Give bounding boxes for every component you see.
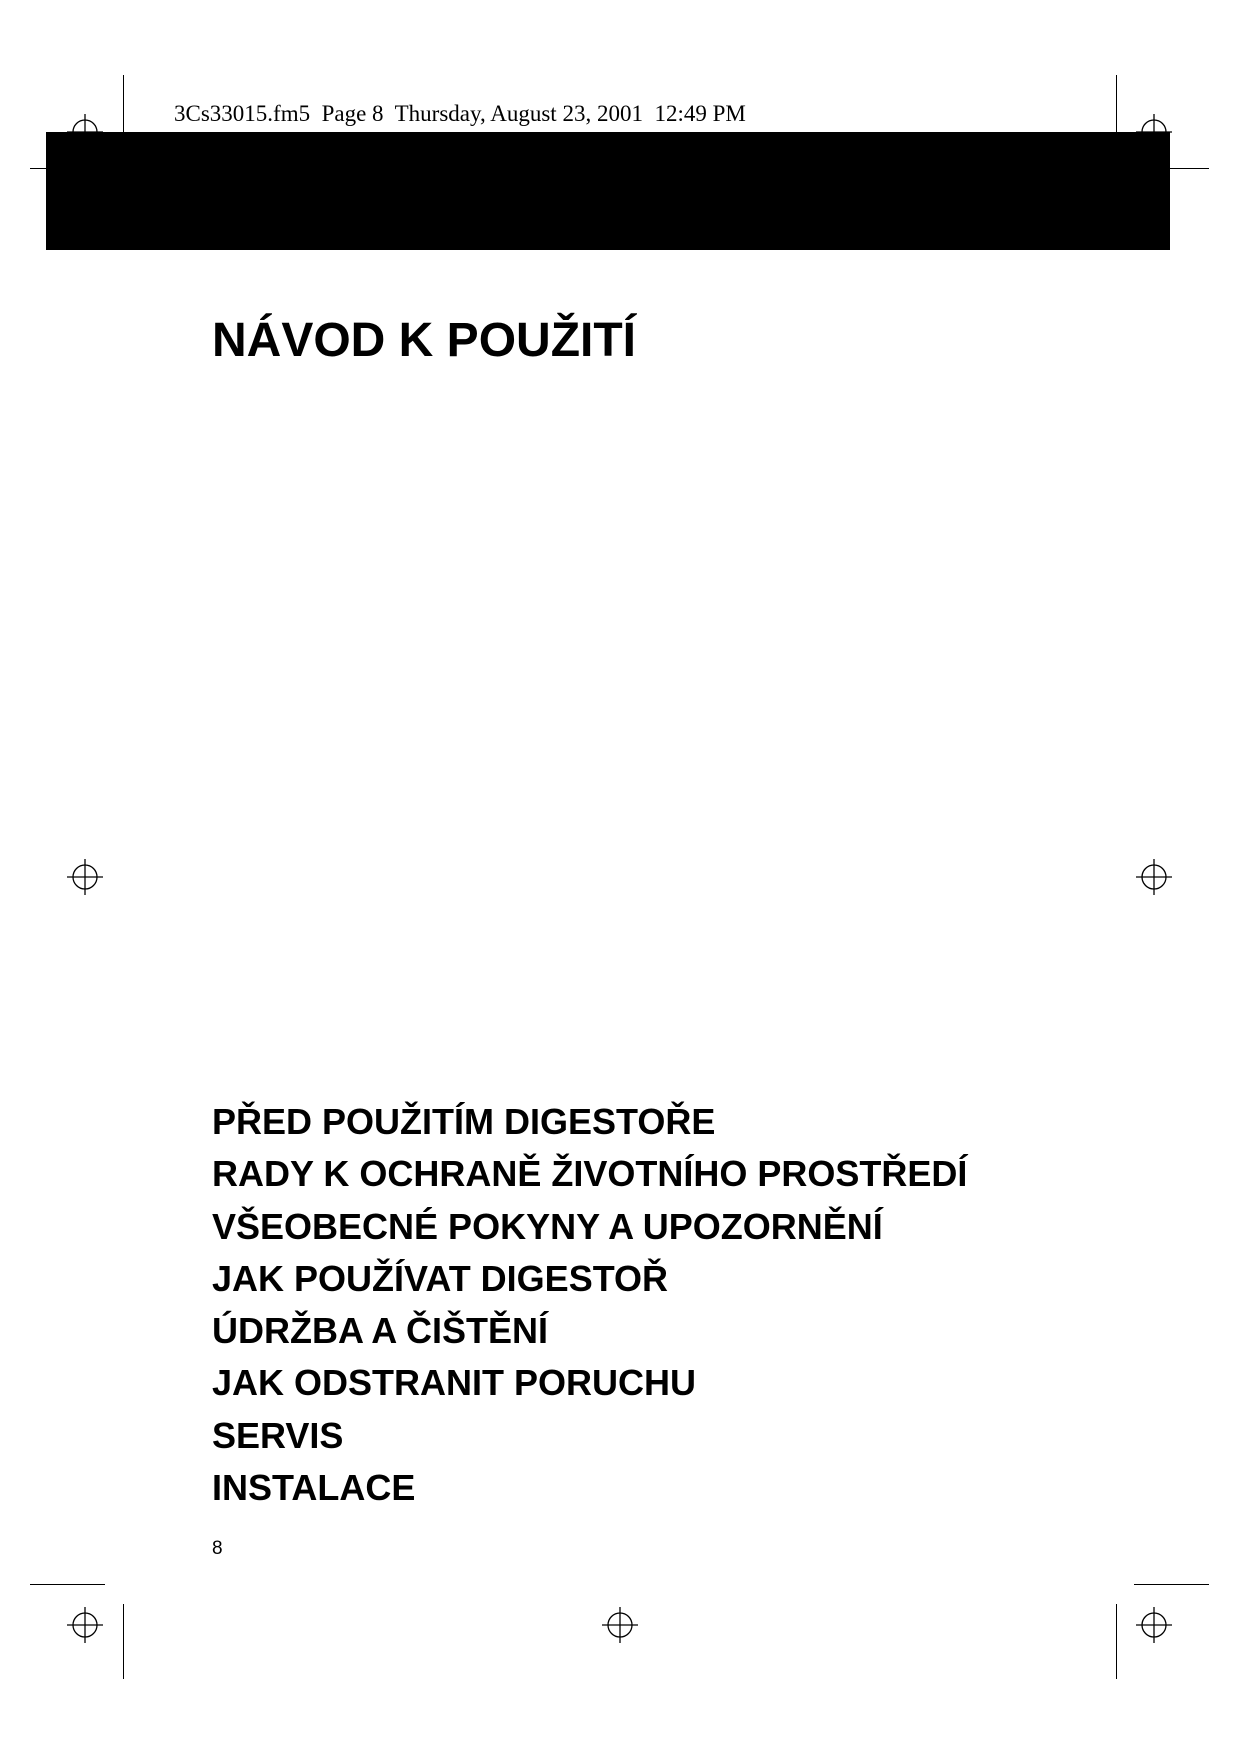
toc-item-environment: RADY K OCHRANĚ ŽIVOTNÍHO PROSTŘEDÍ xyxy=(212,1153,968,1195)
toc-item-installation: INSTALACE xyxy=(212,1467,416,1509)
registration-mark-icon xyxy=(67,114,103,150)
table-of-contents xyxy=(212,1096,967,1514)
crop-mark-icon xyxy=(1134,168,1209,169)
header-black-band xyxy=(46,132,1170,250)
crop-mark-icon xyxy=(1134,1584,1209,1585)
crop-mark-icon xyxy=(123,1604,124,1679)
registration-mark-icon xyxy=(67,1607,103,1643)
toc-item-before-use: PŘED POUŽITÍM DIGESTOŘE xyxy=(212,1101,716,1142)
crop-mark-icon xyxy=(30,1584,105,1585)
page-title: NÁVOD K POUŽITÍ xyxy=(212,314,637,367)
toc-item-how-to-use: JAK POUŽÍVAT DIGESTOŘ xyxy=(212,1257,669,1299)
registration-mark-icon xyxy=(1136,1607,1172,1643)
crop-mark-icon xyxy=(123,75,124,150)
registration-mark-icon xyxy=(1136,114,1172,150)
registration-mark-icon xyxy=(602,1607,638,1643)
toc-item-troubleshooting: JAK ODSTRANIT PORUCHU xyxy=(212,1362,697,1404)
crop-mark-icon xyxy=(1116,1604,1117,1679)
print-slug: 3Cs33015.fm5 Page 8 Thursday, August 23, 2001 12:49 PM xyxy=(174,101,746,126)
crop-mark-icon xyxy=(1116,75,1117,150)
page-number: 8 xyxy=(212,1538,223,1559)
toc-item-service: SERVIS xyxy=(212,1414,344,1456)
toc-item-maintenance: ÚDRŽBA A ČIŠTĚNÍ xyxy=(212,1310,548,1352)
toc-item-general-warnings: VŠEOBECNÉ POKYNY A UPOZORNĚNÍ xyxy=(212,1205,883,1247)
crop-mark-icon xyxy=(30,168,105,169)
registration-mark-icon xyxy=(1136,859,1172,895)
registration-mark-icon xyxy=(67,859,103,895)
